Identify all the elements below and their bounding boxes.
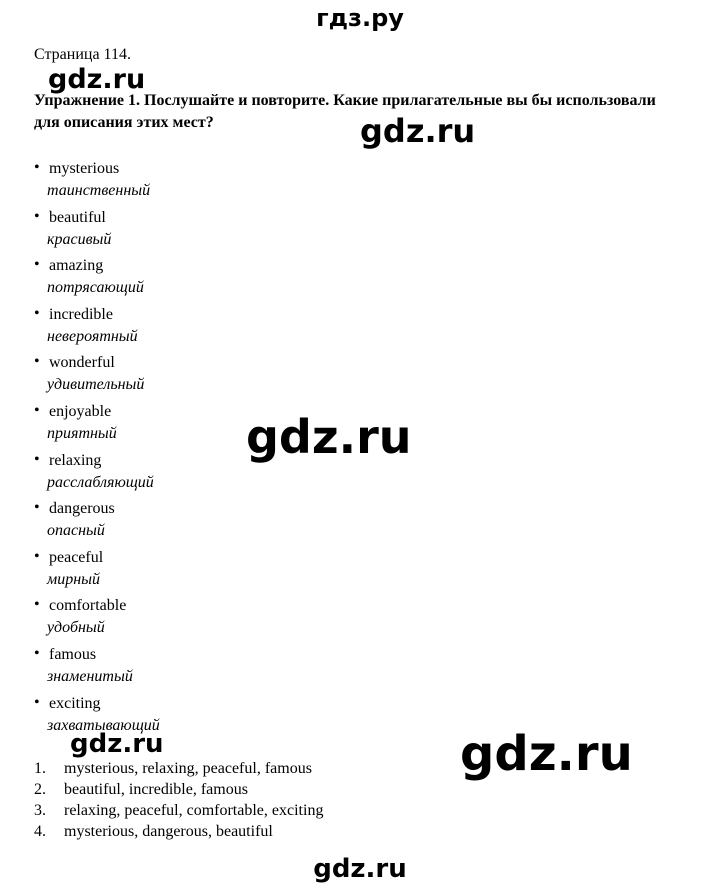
bullet-icon: • xyxy=(34,304,40,322)
bullet-icon: • xyxy=(34,596,40,614)
answer-number: 1. xyxy=(34,760,46,777)
footer-watermark: gdz.ru xyxy=(313,854,407,884)
watermark: gdz.ru xyxy=(48,64,146,95)
word-english: wonderful xyxy=(49,354,115,372)
word-translation: мирный xyxy=(47,570,100,588)
site-header-watermark: гдз.ру xyxy=(316,4,404,32)
watermark: gdz.ru xyxy=(70,729,164,759)
word-english: exciting xyxy=(49,694,101,712)
answer-item xyxy=(34,800,323,821)
word-translation: невероятный xyxy=(47,327,138,345)
word-translation: захватывающий xyxy=(47,716,160,734)
bullet-icon: • xyxy=(34,159,40,176)
word-english: amazing xyxy=(49,257,104,275)
watermark: gdz.ru xyxy=(246,410,412,464)
word-english: enjoyable xyxy=(49,402,112,420)
bullet-icon: • xyxy=(34,547,40,565)
word-english: mysterious xyxy=(49,160,120,177)
answer-text: beautiful, incredible, famous xyxy=(64,781,248,798)
bullet-icon: • xyxy=(34,693,40,711)
answer-text: mysterious, relaxing, peaceful, famous xyxy=(64,760,312,777)
watermark: gdz.ru xyxy=(360,112,476,150)
answer-item xyxy=(34,779,323,800)
word-english: relaxing xyxy=(49,451,102,469)
word-english: dangerous xyxy=(49,500,115,518)
word-english: comfortable xyxy=(49,597,127,615)
bullet-icon: • xyxy=(34,207,40,225)
bullet-icon: • xyxy=(34,450,40,468)
word-translation: знаменитый xyxy=(47,667,133,685)
bullet-icon: • xyxy=(34,644,40,662)
word-translation: опасный xyxy=(47,522,105,540)
word-translation: таинственный xyxy=(47,182,151,199)
answer-list xyxy=(34,758,323,842)
word-translation: красивый xyxy=(47,230,112,248)
word-translation: удивительный xyxy=(47,376,145,394)
word-translation: потрясающий xyxy=(47,279,144,297)
word-translation: удобный xyxy=(47,619,105,637)
answer-number: 2. xyxy=(34,781,46,798)
bullet-icon: • xyxy=(34,499,40,517)
bullet-icon: • xyxy=(34,353,40,371)
word-translation: приятный xyxy=(47,424,117,442)
answer-text: relaxing, peaceful, comfortable, exciting xyxy=(64,802,324,819)
watermark: gdz.ru xyxy=(460,726,633,782)
bullet-icon: • xyxy=(34,256,40,274)
word-translation: расслабляющий xyxy=(47,473,154,491)
answer-item xyxy=(34,758,323,779)
word-english: peaceful xyxy=(49,548,104,566)
answer-number: 3. xyxy=(34,802,46,819)
word-english: beautiful xyxy=(49,208,106,226)
answer-text: mysterious, dangerous, beautiful xyxy=(64,823,273,840)
page-label: Страница 114. xyxy=(34,46,131,63)
bullet-icon: • xyxy=(34,401,40,419)
answer-number: 4. xyxy=(34,823,46,840)
word-english: incredible xyxy=(49,305,113,323)
exercise-title: Упражнение 1. Послушайте и повторите. Какие прилагательные вы бы использовали для описания этих мест? xyxy=(34,92,656,131)
answer-item xyxy=(34,821,323,842)
word-english: famous xyxy=(49,645,97,663)
